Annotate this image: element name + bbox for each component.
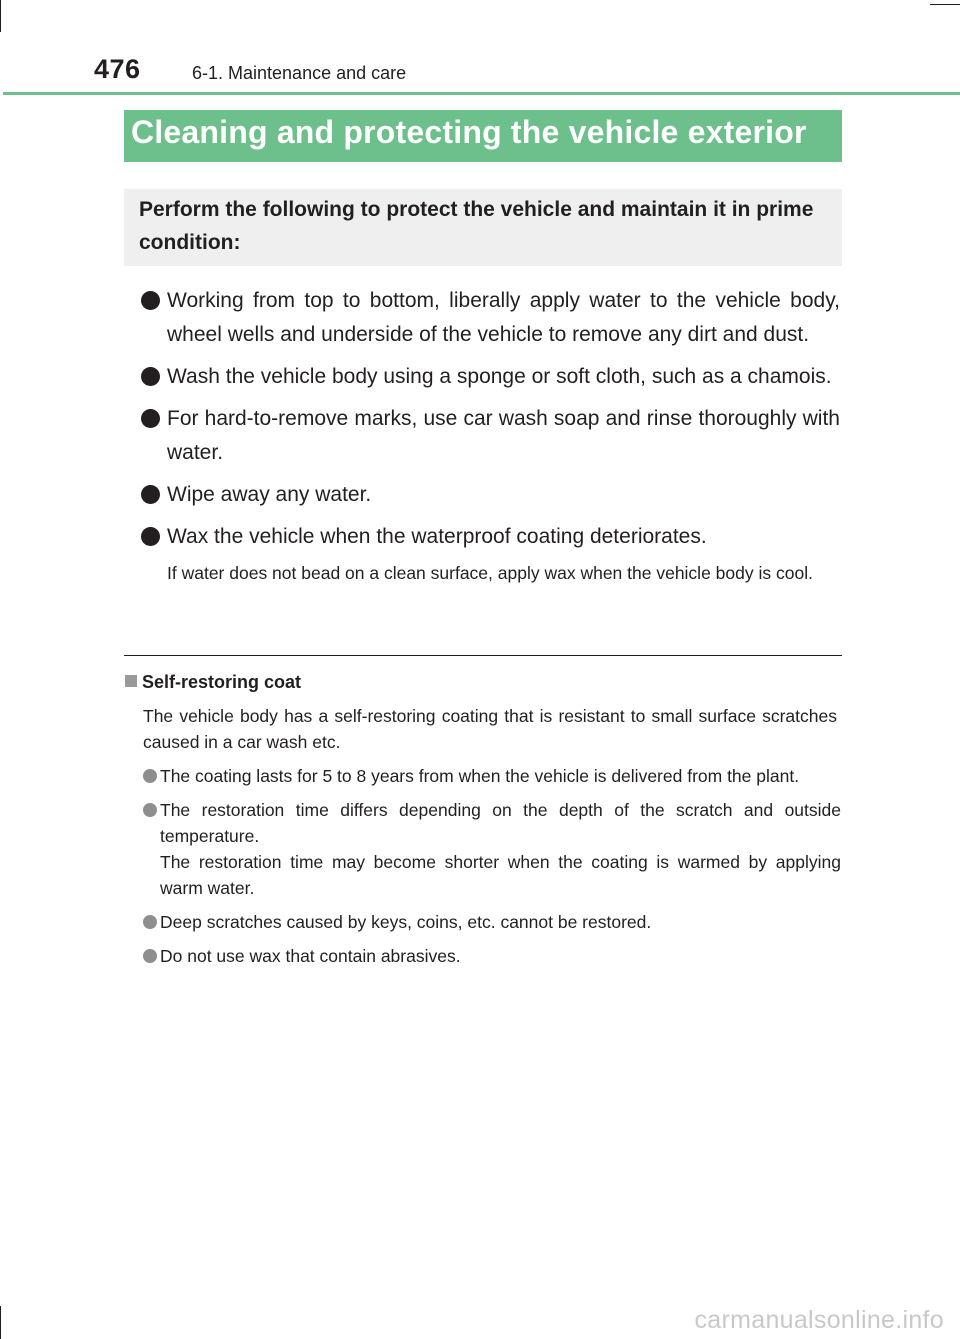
list-item bbox=[143, 909, 841, 935]
circle-bullet-icon bbox=[143, 915, 157, 929]
list-item bbox=[140, 360, 840, 394]
list-item bbox=[140, 402, 840, 470]
title-bar bbox=[124, 110, 842, 162]
section-label: 6-1. Maintenance and care bbox=[192, 63, 407, 83]
step-text: Wax the vehicle when the waterproof coating deteriorates. bbox=[167, 525, 707, 548]
step-text: Working from top to bottom, liberally apply water to the vehicle body, wheel wells and underside of the vehicle to remove any dirt and dust. bbox=[167, 289, 840, 346]
note-text: Do not use wax that contain abrasives. bbox=[160, 946, 461, 966]
page-title: Cleaning and protecting the vehicle exterior bbox=[131, 114, 807, 150]
watermark: carmanualsonline.info bbox=[694, 1306, 944, 1334]
square-bullet-icon bbox=[125, 675, 137, 687]
note-text: Deep scratches caused by keys, coins, etc. cannot be restored. bbox=[160, 912, 652, 932]
crop-mark-bottom-left bbox=[0, 1306, 1, 1339]
bullet-icon bbox=[141, 527, 160, 546]
intro-text: Perform the following to protect the vehicle and maintain it in prime condition: bbox=[139, 198, 814, 254]
step-note: If water does not bead on a clean surface, apply wax when the vehicle body is cool. bbox=[167, 563, 813, 583]
list-item bbox=[140, 478, 840, 512]
subsection-paragraph: The vehicle body has a self-restoring coating that is resistant to small surface scratches caused in a car wash etc. bbox=[143, 706, 837, 752]
note-text: The coating lasts for 5 to 8 years from when the vehicle is delivered from the plant. bbox=[160, 766, 800, 786]
step-text: Wash the vehicle body using a sponge or soft cloth, such as a chamois. bbox=[167, 365, 832, 388]
crop-mark-top-left bbox=[0, 0, 1, 32]
bullet-icon bbox=[141, 291, 160, 310]
section-divider bbox=[124, 655, 842, 656]
cleaning-steps-list bbox=[140, 284, 840, 596]
list-item bbox=[143, 797, 841, 901]
list-item bbox=[140, 284, 840, 352]
page-number: 476 bbox=[94, 54, 141, 84]
header-rule bbox=[3, 92, 960, 95]
crop-mark-top-right bbox=[930, 4, 960, 5]
self-restoring-notes-list bbox=[143, 763, 841, 977]
bullet-icon bbox=[141, 367, 160, 386]
step-text: Wipe away any water. bbox=[167, 483, 372, 506]
circle-bullet-icon bbox=[143, 769, 157, 783]
subsection-heading bbox=[125, 669, 301, 695]
circle-bullet-icon bbox=[143, 949, 157, 963]
bullet-icon bbox=[141, 485, 160, 504]
note-continuation: The restoration time may become shorter when the coating is warmed by applying warm water. bbox=[160, 852, 841, 898]
list-item bbox=[143, 943, 841, 969]
step-text: For hard-to-remove marks, use car wash soap and rinse thoroughly with water. bbox=[167, 407, 840, 464]
subsection-heading-text: Self-restoring coat bbox=[142, 672, 302, 692]
bullet-icon bbox=[141, 409, 160, 428]
list-item bbox=[143, 763, 841, 789]
note-text: The restoration time differs depending on the depth of the scratch and outside temperature. bbox=[160, 800, 841, 846]
circle-bullet-icon bbox=[143, 803, 157, 817]
list-item bbox=[140, 520, 840, 588]
intro-box bbox=[124, 189, 842, 266]
